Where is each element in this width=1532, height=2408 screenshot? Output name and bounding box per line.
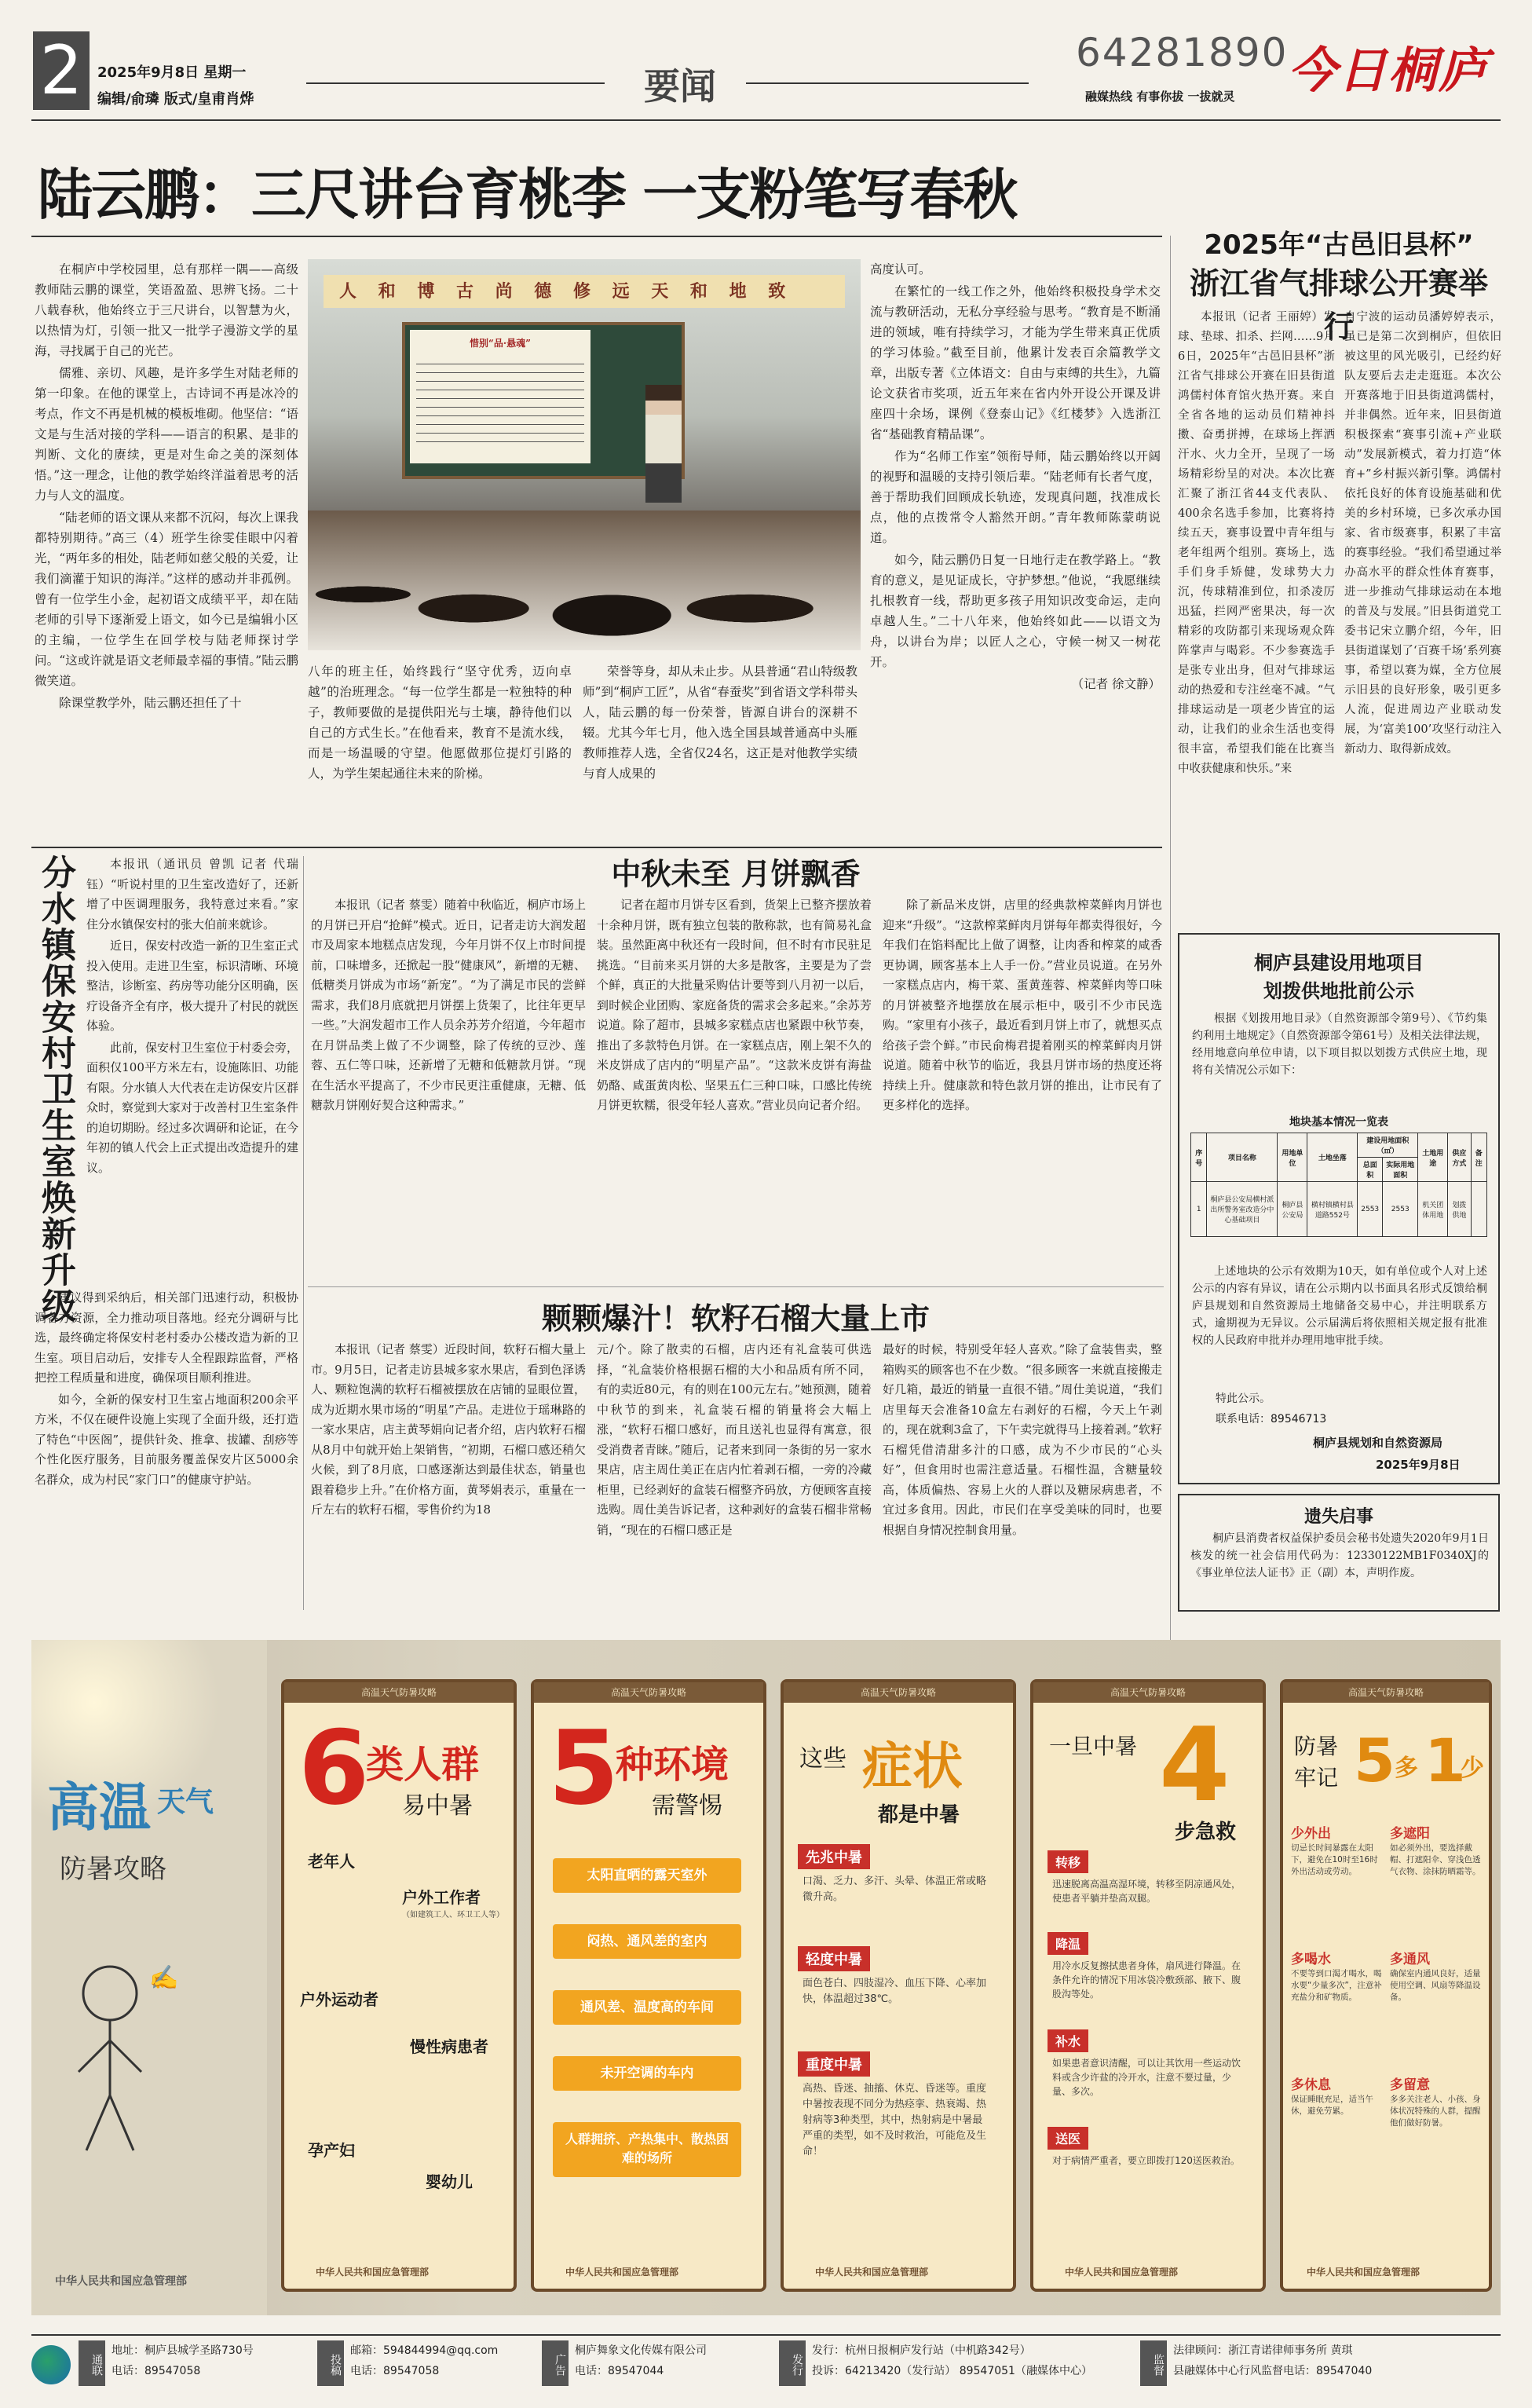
footer-line: 法律顾问：浙江青诺律师事务所 黄琪 <box>1173 2344 1353 2357</box>
pomegranate-col-3 <box>883 1340 1162 1615</box>
header-divider-left <box>306 82 605 84</box>
column-rule-right <box>1170 236 1171 1665</box>
card5-sub2: 牢记 <box>1294 1765 1339 1791</box>
card1-number: 6 <box>298 1708 370 1828</box>
table-header: 土地坐落 <box>1307 1133 1358 1182</box>
photo-slide-lines <box>416 356 584 442</box>
card-symptoms <box>781 1679 1016 2292</box>
card3-pre: 这些 <box>799 1745 846 1773</box>
prevent-text-1: 切忌长时间暴露在太阳下，避免在10时至16时外出活动或劳动。 <box>1291 1843 1378 1876</box>
intro-title-big: 高温 <box>47 1777 151 1838</box>
notice-date: 2025年9月8日 <box>1376 1458 1461 1472</box>
lead-paragraph: 荣誉等身，却从未止步。从县普通“君山特级教师”到“桐庐工匠”，从省“春蚕奖”到省语文学科带头人，陆云鹏的每一份荣誉，皆源自讲台的深耕不辍。尤其今年七月，他入选全国县域普通高中头雁教师推荐人选，全省仅24名，这正是对他教学实绩与育人成果的 <box>583 664 857 781</box>
pomegranate-col-2 <box>597 1340 872 1615</box>
footer-line: 桐庐舞象文化传媒有限公司 <box>575 2344 707 2357</box>
footer-label: 通联 <box>79 2340 105 2386</box>
group-infant: 婴幼儿 <box>426 2172 473 2191</box>
pomegranate-col-1 <box>311 1340 586 1615</box>
mooncake-col-3 <box>883 895 1162 1288</box>
table-header: 实际用地面积 <box>1383 1158 1418 1182</box>
lead-paragraph: 儒雅、亲切、风趣，是许多学生对陆老师的第一印象。在他的课堂上，古诗词不再是冰冷的考点，作文不再是机械的模板堆砌。他坚信：“语文是与生活对接的学科——语言的积累、是非的判断、文化的赓续，更是对生命之美的深刻体悟。”这一理念，让他的教学始终洋溢着思考的活力与人文的温度。 <box>35 366 298 503</box>
notice-title-2: 划拨供地批前公示 <box>1263 980 1414 1002</box>
land-table <box>1190 1133 1487 1237</box>
footer-line: 电话：89547058 <box>112 2365 201 2377</box>
mooncake-paragraph: 除了新品米皮饼，店里的经典款榨菜鲜肉月饼也迎来“升级”。“这款榨菜鲜肉月饼每年都卖得很好，今年我们在馅料配比上做了调整，让肉香和榨菜的咸香更协调，顾客基本上人手一份。”营业员说道。在另外一家糕点店内，梅干菜、蛋黄莲蓉、榨菜鲜肉等口味的月饼被整齐地摆放在展示柜中，吸引不少市民选购。“家里有小孩子，最近看到月饼上市了，就想买点给孩子尝个鲜。”市民俞梅君提着刚买的榨菜鲜肉月饼说道。随着中秋节的临近，我县月饼市场的热度还将持续上升。健康款和特色款月饼的推出，让市民有了更多样化的选择。 <box>883 898 1162 1112</box>
symptom-text-1: 口渴、乏力、多汗、头晕、体温正常或略微升高。 <box>803 1876 987 1903</box>
table-row <box>1191 1182 1487 1237</box>
table-cell: 机关团体用地 <box>1418 1182 1448 1237</box>
footer-line: 电话：89547044 <box>575 2365 664 2377</box>
aid-text-3: 如果患者意识清醒，可以让其饮用一些运动饮料或含少许盐的冷开水，注意不要过量，少量、多次。 <box>1052 2058 1241 2097</box>
intro-footer-org: 中华人民共和国应急管理部 <box>55 2275 187 2288</box>
card5-number-1: 5 <box>1354 1725 1395 1795</box>
photo-teacher <box>645 385 682 503</box>
section-divider <box>31 847 1162 848</box>
pomegranate-title: 颗颗爆汁！软籽石榴大量上市 <box>541 1301 930 1336</box>
lead-paragraph: 如今，陆云鹏仍日复一日地行走在教学路上。“教育的意义，是见证成长，守护梦想。”他说，“我愿继续扎根教育一线，帮助更多孩子用知识改变命运，走向卓越人生。”二十八年来，他始终如此——以语文为舟，以讲台为岸；以匠人之心，守候一树又一树花开。 <box>870 553 1161 669</box>
group-chronic: 慢性病患者 <box>410 2037 488 2056</box>
footer-line: 发行：杭州日报桐庐发行站（中机路342号） <box>812 2344 1031 2357</box>
table-header-row <box>1191 1133 1487 1158</box>
volleyball-paragraph: 自宁波的运动员潘婷婷表示，虽已是第二次到桐庐，但依旧被这里的风光吸引，已经约好队友要后去走走逛逛。本次公开赛落地于旧县街道鸿儒村，并非偶然。近年来，旧县街道积极探索“赛事引流+产业联动”发展新模式，着力打造“体育+”乡村振兴新引擎。鸿儒村依托良好的体育设施基础和优美的乡村环境，已多次承办国家、省市级赛事，积累了丰富的赛事经验。“我们希望通过举办高水平的群众性体育赛事，进一步推动气排球运动在本地的普及与发展。”旧县街道党工委书记宋立鹏介绍，今年，旧县街道谋划了‘百赛千场’系列赛事，希望以赛为媒，全方位展示旧县的良好形象，吸引更多人流，促进周边产业联动发展，为‘富美100’攻坚行动注入新动力、取得新成效。 <box>1344 311 1501 756</box>
env-car: 未开空调的车内 <box>553 2056 741 2091</box>
notice-table-title: 地块基本情况一览表 <box>1289 1116 1388 1129</box>
table-header: 建设用地面积（㎡） <box>1358 1133 1418 1158</box>
intro-panel <box>31 1640 267 2315</box>
intro-title-small: 天气 <box>157 1786 214 1818</box>
issue-date: 2025年9月8日 星期一 <box>97 64 247 81</box>
group-pregnant: 孕产妇 <box>308 2141 355 2160</box>
table-header: 备注 <box>1471 1133 1486 1182</box>
card4-sub: 步急救 <box>1175 1821 1237 1844</box>
prevent-text-6: 多多关注老人、小孩、身体状况特殊的人群，提醒他们做好防暑。 <box>1390 2095 1481 2128</box>
fenshui-vertical-title: 分水镇保安村卫生室焕新升级 <box>35 855 75 1324</box>
land-notice <box>1178 933 1500 1484</box>
column-rule-left <box>303 856 304 1610</box>
table-cell: 横村镇横村县道路552号 <box>1307 1182 1358 1237</box>
card4-number: 4 <box>1159 1705 1230 1824</box>
aid-text-1: 迅速脱离高温高湿环境，转移至阴凉通风处，使患者平躺并垫高双腿。 <box>1052 1879 1241 1904</box>
card-header: 高温天气防暑攻略 <box>784 1682 1013 1703</box>
volleyball-title-1: 2025年“古邑旧县杯” <box>1204 229 1474 261</box>
card3-sub: 都是中暑 <box>878 1803 960 1827</box>
symptom-text-2: 面色苍白、四肢湿冷、血压下降、心率加快，体温超过38℃。 <box>803 1978 987 2005</box>
masthead-logo: 今日桐庐 <box>1288 42 1490 99</box>
prevent-text-3: 不要等到口渴才喝水，喝水要“少量多次”，注意补充盐分和矿物质。 <box>1291 1969 1382 2002</box>
lead-col-2 <box>308 661 572 842</box>
heatstroke-banner <box>31 1640 1501 2315</box>
lead-col-4 <box>870 259 1161 840</box>
group-outdoor-worker: 户外工作者 <box>402 1888 481 1907</box>
notice-issuer: 桐庐县规划和自然资源局 <box>1313 1436 1443 1450</box>
notice-para: 上述地块的公示有效期为10天，如有单位或个人对上述公示的内容有异议，请在公示期内以书面具名形式反馈给桐庐县规划和自然资源局土地储备交易中心，并注明联系方式，逾期视为无异议。公示届满后将依照相关规定报有批准权的人民政府申批并办理用地审批手续。 <box>1192 1265 1487 1347</box>
card-vulnerable-groups <box>281 1679 517 2292</box>
table-header: 项目名称 <box>1207 1133 1278 1182</box>
fenshui-paragraph: 如今，全新的保安村卫生室占地面积200余平方米，不仅在硬件设施上实现了全面升级，还打造了特色“中医阁”，提供针灸、推拿、拔罐、刮痧等个性化医疗服务，目前服务覆盖保安片区5000余名群众，成为村民“家门口”的健康守护站。 <box>35 1392 298 1487</box>
intro-subtitle: 防暑攻略 <box>60 1854 166 1885</box>
pomegranate-paragraph: 本报讯（记者 蔡雯）近段时间，软籽石榴大量上市。9月5日，记者走访县城多家水果店，看到色泽诱人、颗粒饱满的软籽石榴被摆放在店铺的显眼位置，成为近期水果市场的“明星”产品。走进位于瑶琳路的一家水果店，店主黄琴娟向记者介绍，店内软籽石榴从8月中旬就开始上架销售，“初期，石榴口感还稍欠火候，到了8月底，口感逐渐达到最佳状态，销量也跟着稳步上升。”在价格方面，黄琴娟表示，重量在一斤左右的软籽石榴，零售价约为18 <box>311 1342 586 1517</box>
footer-line: 县融媒体中心行风监督电话：89547040 <box>1173 2365 1373 2377</box>
notice-intro: 根据《划拨用地目录》（自然资源部令第9号）、《节约集约利用土地规定》（自然资源部令第61号）及相关法律法规，经用地意向单位申请，以下项目拟以划拨方式供应土地，现将有关情况公示如下： <box>1192 1012 1487 1077</box>
photo-students <box>308 511 861 650</box>
env-indoor: 闷热、通风差的室内 <box>553 1924 741 1959</box>
notice-closing: 特此公示。 <box>1216 1392 1271 1405</box>
group-worker-note: （如建筑工人、环卫工人等） <box>402 1911 504 1919</box>
card-header: 高温天气防暑攻略 <box>1283 1682 1489 1703</box>
prevent-head-3: 多喝水 <box>1291 1952 1331 1967</box>
section-name: 要闻 <box>644 65 716 108</box>
svg-text:✍: ✍ <box>149 1964 179 1992</box>
section-divider <box>308 1286 1164 1287</box>
lead-paragraph: 除课堂教学外，陆云鹏还担任了十 <box>59 696 242 710</box>
group-elderly: 老年人 <box>308 1852 355 1871</box>
footer-label: 发行 <box>779 2340 806 2386</box>
card-footer-org: 中华人民共和国应急管理部 <box>316 2267 430 2278</box>
header-divider-right <box>746 82 1029 84</box>
volleyball-paragraph: 本报讯（记者 王丽婷）发球、垫球、扣杀、拦网……9月6日，2025年“古邑旧县杯”浙江省气排球公开赛在旧县街道鸿儒村体育馆火热开赛。来自全省各地的运动员们精神抖擞、奋勇拼搏，在球场上挥洒汗水、火力全开，呈现了一场场精彩纷呈的对决。本次比赛汇聚了浙江省44支代表队、400余名选手参加，比赛将持续五天，赛事设置中青年组与老年组两个组别。赛场上，选手们身手矫健，发球势大力沉，传球精准到位，扣杀凌厉迅猛，拦网严密果决，每一次精彩的攻防都引来现场观众阵阵掌声与喝彩。不少参赛选手是张专业出身，但对气排球运动的热爱和专注丝毫不减。“气排球运动是一项老少皆宜的运动，让我们的业余生活也变得很丰富，希望我们能在比赛当中收获健康和快乐。”来 <box>1178 311 1335 775</box>
card2-number: 5 <box>548 1708 620 1828</box>
footer-label: 广告 <box>542 2340 569 2386</box>
lead-paragraph: 八年的班主任，始终践行“坚守优秀，迈向卓越”的治班理念。“每一位学生都是一粒独特的种子，教师要做的是提供阳光与土壤，静待他们以自己的方式生长。”在他看来，教育不是流水线，而是一场温暖的守望。他愿做那位提灯引路的人，为学生架起通往未来的阶梯。 <box>308 664 572 781</box>
table-cell: 1 <box>1191 1182 1207 1237</box>
fenshui-paragraph: 近日，保安村改造一新的卫生室正式投入使用。走进卫生室，标识清晰、环境整洁，诊断室、药房等功能分区明确，医疗设备齐全有序，极大提升了村民的就医体验。 <box>86 939 298 1033</box>
page-number: 2 <box>33 31 90 110</box>
card5-duo: 多 <box>1395 1755 1418 1782</box>
prevent-head-4: 多通风 <box>1390 1952 1430 1967</box>
prevent-text-5: 保证睡眠充足，适当午休，避免劳累。 <box>1291 2095 1373 2116</box>
prevent-head-5: 多休息 <box>1291 2077 1331 2093</box>
lead-paragraph: 在桐庐中学校园里，总有那样一隅——高级教师陆云鹏的课堂，笑语盈盈、思辨飞扬。二十八载春秋，他始终立于三尺讲台，以智慧为火，以热情为灯，引领一批又一批学子漫游文学的星海，寻找属于自己的光芒。 <box>35 262 298 358</box>
card5-pre: 防暑 <box>1294 1733 1339 1759</box>
fenshui-paragraph: 此前，保安村卫生室位于村委会旁，面积仅100平方米左右，设施陈旧、功能有限。分水镇人大代表在走访保安片区群众时，察觉到大家对于改善村卫生室条件的迫切期盼。经过多次调研和论证，在今年初的镇人代会上正式提出改造提升的建议。 <box>86 1040 298 1175</box>
classroom-photo <box>308 259 861 650</box>
fenshui-paragraph: 建议得到采纳后，相关部门迅速行动，积极协调各方资源，全力推动项目落地。经充分调研与比选，最终确定将保安村老村委办公楼改造为新的卫生室。项目启动后，安排专人全程跟踪监督，严格把控工程质量和进度，确保项目顺利推进。 <box>35 1290 298 1385</box>
card5-shao: 少 <box>1461 1755 1484 1782</box>
symptom-tag-3: 重度中暑 <box>798 2051 870 2077</box>
volleyball-col-2 <box>1344 308 1501 920</box>
lead-paragraph: “陆老师的语文课从来都不沉闷，每次上课我都特别期待。”高三（4）班学生徐雯佳眼中闪着光，“两年多的相处，陆老师如慈父般的关爱，让我们滴灌于知识的海洋。”这样的感动并非孤例。曾有一位学生小金，起初语文成绩平平，却在陆老师的引导下逐渐爱上语文，如今已是编辑小区的主编，一位学生在回学校与陆老师探讨学问。“这或许就是语文老师最幸福的事情。”陆云鹏微笑道。 <box>35 511 298 688</box>
prevent-head-6: 多留意 <box>1390 2077 1430 2093</box>
page-header <box>0 0 1532 126</box>
env-crowd: 人群拥挤、产热集中、散热困难的场所 <box>553 2122 741 2177</box>
card1-sub: 易中暑 <box>402 1792 473 1820</box>
fenshui-col-2 <box>35 1288 298 1610</box>
card3-title: 症状 <box>862 1738 963 1796</box>
footer-label: 投稿 <box>317 2340 344 2386</box>
prevent-text-2: 如必须外出，要选择戴帽、打遮阳伞、穿浅色透气衣物、涂抹防晒霜等。 <box>1390 1843 1481 1876</box>
group-outdoor-sport: 户外运动者 <box>300 1990 378 2009</box>
pomegranate-paragraph: 元/个。除了散卖的石榴，店内还有礼盒装可供选择，“礼盒装价格根据石榴的大小和品质有所不同，有的卖近80元，有的则在100元左右。”她预测，随着中秋节的到来，礼盒装石榴的销量将会大幅上涨，“软籽石榴口感好，而且送礼也显得有寓意，很受消费者青睐。”随后，记者来到同一条街的另一家水果店，店主周仕美正在店内忙着剥石榴，一旁的冷藏柜里，已经剥好的盒装石榴整齐码放，方便顾客直接选购。周仕美告诉记者，这种剥好的盒装石榴非常畅销，“现在的石榴口感正是 <box>597 1342 872 1537</box>
aid-tag-1: 转移 <box>1048 1850 1088 1873</box>
footer-logo <box>31 2345 71 2384</box>
card-risky-environments <box>531 1679 766 2292</box>
card2-title: 种环境 <box>616 1743 729 1787</box>
table-header: 用地单位 <box>1278 1133 1307 1182</box>
lost-text: 桐庐县消费者权益保护委员会秘书处遗失2020年9月1日核发的统一社会信用代码为：12330122MB1F0340XJ的《事业单位法人证书》正（副）本，声明作废。 <box>1190 1532 1489 1579</box>
table-header: 序号 <box>1191 1133 1207 1182</box>
card1-title: 类人群 <box>366 1743 480 1787</box>
footer <box>31 2334 1501 2389</box>
volleyball-title-2: 浙江省气排球公开赛举行 <box>1189 266 1488 344</box>
hotline-slogan: 融媒热线 有事你拔 一拔就灵 <box>1085 90 1235 104</box>
symptom-text-3: 高热、昏迷、抽搐、休克、昏迷等。重度中暑按表现不同分为热痉挛、热衰竭、热射病等3种类型，其中，热射病是中暑最严重的类型，如不及时救治，可能危及生命！ <box>803 2083 987 2157</box>
card4-pre: 一旦中暑 <box>1049 1733 1138 1759</box>
stickman-icon <box>63 1954 188 2158</box>
hotline-number: 64281890 <box>1076 30 1289 75</box>
footer-label: 监督 <box>1140 2340 1167 2386</box>
lead-paragraph: 在繁忙的一线工作之外，他始终积极投身学术交流与教研活动，无私分享经验与思考。“教育是不断涌进的领域，唯有持续学习，才能为学生带来真正优质的学习体验。”截至目前，他累计发表百余篇教学文章，出版专著《立体语文：自由与束缚的共生》，九篇论文获省市奖项，近五年来在省内外开设公开课及讲座四十余场，课例《登泰山记》《红楼梦》入选浙江省“基础教育精品课”。 <box>870 284 1161 441</box>
footer-line: 邮箱：594844994@qq.com <box>350 2344 499 2357</box>
table-header: 供应方式 <box>1448 1133 1471 1182</box>
env-sun: 太阳直晒的露天室外 <box>553 1858 741 1893</box>
lead-title-rule <box>31 236 1162 237</box>
lead-paragraph: 高度认可。 <box>870 262 931 276</box>
pomegranate-paragraph: 最好的时候，特别受年轻人喜欢。”除了盒装售卖，整箱购买的顾客也不在少数。“很多顾客一来就直接搬走好几箱，最近的销量一直很不错。”周仕美说道，“我们店里每天会准备10盒左右剥好的石榴，今天上午剥的，现在就剩3盒了，下午卖完就得马上接着剥。”软籽石榴凭借清甜多汁的口感，成为不少市民的“心头好”，但食用时也需注意适量。石榴性温，含糖量较高，体质偏热、容易上火的人群以及糖尿病患者，不宜过多食用。因此，市民们在享受美味的同时，也要根据自身情况控制食用量。 <box>883 1342 1162 1537</box>
editors: 编辑/俞璘 版式/皇甫肖烨 <box>97 91 254 108</box>
mooncake-col-1 <box>311 895 586 1288</box>
table-cell: 划拨供地 <box>1448 1182 1471 1237</box>
card-header: 高温天气防暑攻略 <box>534 1682 763 1703</box>
lost-title: 遗失启事 <box>1303 1507 1373 1527</box>
stickman-svg <box>63 1954 188 2158</box>
table-cell: 桐庐县公安局横村派出所警务室改造分中心基础项目 <box>1207 1182 1278 1237</box>
footer-line: 电话：89547058 <box>350 2365 440 2377</box>
mooncake-col-2 <box>597 895 872 1288</box>
aid-text-2: 用冷水反复擦拭患者身体，扇风进行降温。在条件允许的情况下用冰袋冷敷颈部、腋下、腹股沟等处。 <box>1052 1960 1241 2000</box>
fenshui-col-1 <box>86 855 298 1286</box>
card-footer-org: 中华人民共和国应急管理部 <box>1065 2267 1179 2278</box>
lead-byline: （记者 徐文静） <box>1071 677 1161 691</box>
lead-paragraph: 作为“名师工作室”领衔导师，陆云鹏始终以开阔的视野和温暖的支持引领后辈。“陆老师有长者气度，善于帮助我们回顾成长轨迹，发现真问题，找准成长点，他的点拨常令人豁然开朗。”青年教师陈蒙萌说道。 <box>870 449 1161 545</box>
volleyball-col-1 <box>1178 308 1335 920</box>
card2-sub: 需警惕 <box>652 1792 722 1820</box>
card-prevention <box>1280 1679 1492 2292</box>
header-bottom-rule <box>31 119 1501 121</box>
table-cell: 桐庐县公安局 <box>1278 1182 1307 1237</box>
lead-col-1 <box>35 259 298 840</box>
prevent-text-4: 确保室内通风良好，适量使用空调、风扇等降温设备。 <box>1390 1969 1481 2002</box>
lost-notice <box>1178 1494 1500 1612</box>
table-header: 土地用途 <box>1418 1133 1448 1182</box>
prevent-head-2: 多遮阳 <box>1390 1826 1430 1842</box>
fenshui-paragraph: 本报讯（通讯员 曾凯 记者 代瑞钰）“听说村里的卫生室改造好了，还新增了中医调理服务，我特意过来看。”家住分水镇保安村的张大伯前来就诊。 <box>86 857 298 931</box>
card-header: 高温天气防暑攻略 <box>284 1682 514 1703</box>
symptom-tag-2: 轻度中暑 <box>798 1946 870 1971</box>
photo-banner-text: 人 和 博 古 尚 德 修 远 天 和 地 致 <box>339 281 794 302</box>
footer-line: 地址：桐庐县城学圣路730号 <box>112 2344 254 2357</box>
card-footer-org: 中华人民共和国应急管理部 <box>565 2267 679 2278</box>
mooncake-paragraph: 记者在超市月饼专区看到，货架上已整齐摆放着十余种月饼，既有独立包装的散称款，也有简易礼盒装。虽然距离中秋还有一段时间，但不时有市民驻足挑选。“目前来买月饼的大多是散客，主要是为了尝个鲜，真正的大批量采购估计要等到八月初一以后，到时候企业团购、家庭备货的需求会多起来。”余苏芳说道。除了超市，县城多家糕点店也紧跟中秋节奏，推出了多款特色月饼。在一家糕点店，刚上架不久的米皮饼成了店内的“明星产品”。“这款米皮饼有海盐奶酪、咸蛋黄肉松、坚果五仁三种口味，口感比传统月饼更软糯，很受年轻人喜欢。”营业员向记者介绍。 <box>597 898 872 1112</box>
aid-tag-2: 降温 <box>1048 1932 1088 1955</box>
prevent-head-1: 少外出 <box>1291 1826 1331 1842</box>
aid-text-4: 对于病情严重者，要立即拨打120送医救治。 <box>1052 2155 1240 2166</box>
mooncake-paragraph: 本报讯（记者 蔡雯）随着中秋临近，桐庐市场上的月饼已开启“抢鲜”模式。近日，记者走访大润发超市及周家本地糕点店发现，今年月饼不仅上市时间提前，口味增多，还掀起一股“健康风”，新增的无糖、低糖类月饼成为市场“新宠”。“为了满足市民的尝鲜需求，我们8月底就把月饼摆上货架了，比往年更早一些。”大润发超市工作人员余苏芳介绍道，今年超市在月饼品类上做了不少调整，除了传统的豆沙、莲蓉、五仁等口味，还新增了无糖和低糖款月饼。“现在生活水平提高了，不少市民更注重健康，无糖、低糖款月饼刚好契合这种需求。” <box>311 898 586 1112</box>
notice-phone: 联系电话：89546713 <box>1216 1413 1327 1425</box>
table-cell: 2553 <box>1383 1182 1418 1237</box>
card-footer-org: 中华人民共和国应急管理部 <box>815 2267 929 2278</box>
lead-article-title: 陆云鹏：三尺讲台育桃李 一支粉笔写春秋 <box>38 163 1017 227</box>
footer-line: 投诉：64213420（发行站） 89547051（融媒体中心） <box>812 2365 1092 2377</box>
card-footer-org: 中华人民共和国应急管理部 <box>1307 2267 1420 2278</box>
table-cell <box>1471 1182 1486 1237</box>
aid-tag-4: 送医 <box>1048 2127 1088 2150</box>
env-workshop: 通风差、温度高的车间 <box>553 1990 741 2025</box>
table-header: 总面积 <box>1358 1158 1383 1182</box>
photo-screen <box>410 330 590 463</box>
symptom-tag-1: 先兆中暑 <box>798 1844 870 1869</box>
aid-tag-3: 补水 <box>1048 2029 1088 2052</box>
card5-number-2: 1 <box>1424 1725 1466 1795</box>
notice-title-1: 桐庐县建设用地项目 <box>1254 952 1424 974</box>
photo-banner <box>324 275 845 308</box>
card-header: 高温天气防暑攻略 <box>1033 1682 1263 1703</box>
card-first-aid <box>1030 1679 1266 2292</box>
mooncake-title: 中秋未至 月饼飘香 <box>611 857 861 891</box>
photo-slide-title: 惜别“品·悬魂” <box>470 338 531 349</box>
lead-col-3 <box>583 661 857 842</box>
table-cell: 2553 <box>1358 1182 1383 1237</box>
